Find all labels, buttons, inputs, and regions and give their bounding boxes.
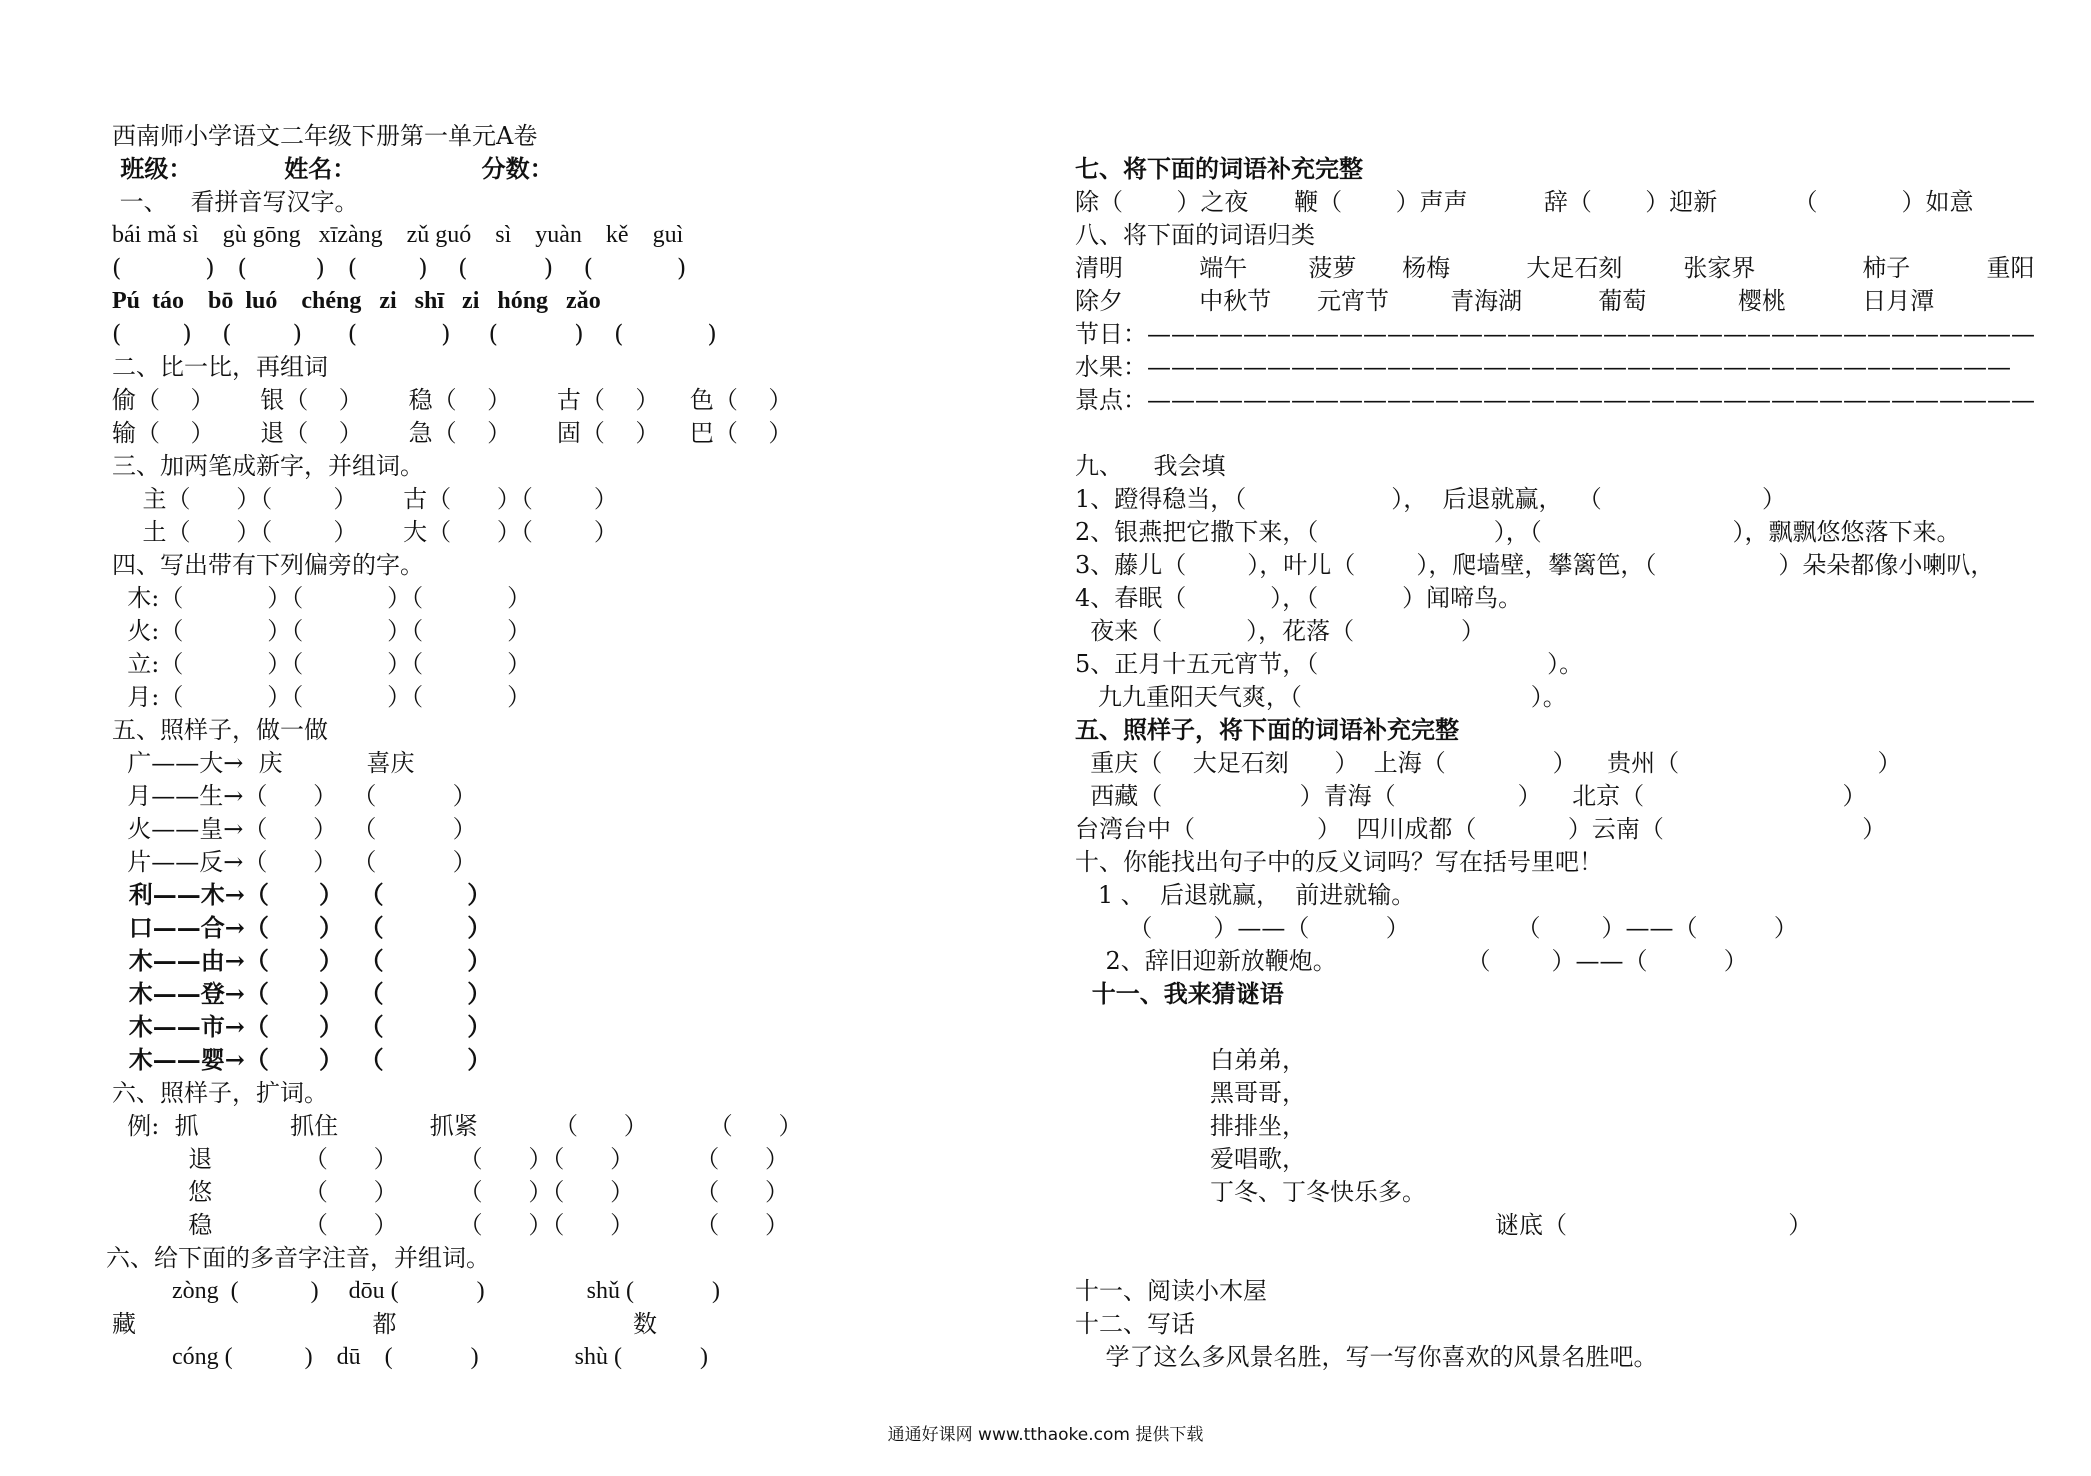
section-3-heading: 三、加两笔成新字，并组词。 [112, 452, 424, 480]
riddle-answer: 谜底（ ） [1495, 1211, 1813, 1239]
section-5-row: 月——生→（ ） （ ） [112, 782, 477, 810]
section-4-row-3: 立:（ ）（ ）（ ） [112, 650, 532, 678]
section-1-pinyin-row-2: Pú táo bō luó chéng zi shī zi hóng zǎo [112, 288, 601, 314]
riddle-line: 爱唱歌， [1210, 1145, 1306, 1173]
section-2-heading: 二、比一比，再组词 [112, 353, 328, 381]
section-5-example: 广——大→ 庆 喜庆 [112, 749, 415, 777]
section-6-example-row: 例: 抓 抓住 抓紧 （ ） （ ） [112, 1112, 803, 1140]
section-5-row: 木——婴→（ ） （ ） [112, 1045, 492, 1074]
section-8-festival-line: 节日：————————————————————————————————————— [1075, 320, 2035, 348]
section-6-row: 退 （ ） （ ）（ ） （ ） [112, 1145, 789, 1173]
riddle-line: 丁冬、丁冬快乐多。 [1210, 1178, 1426, 1206]
section-7-row: 除（ ）之夜 鞭（ ）声声 辞（ ）迎新 （ ）如意 [1075, 188, 1974, 216]
section-5-row: 木——登→（ ） （ ） [112, 979, 492, 1008]
section-4-row-1: 木:（ ）（ ）（ ） [112, 584, 532, 612]
section-5-row: 口——合→（ ） （ ） [112, 913, 492, 942]
section-7-heading: 七、将下面的词语补充完整 [1075, 154, 1363, 183]
section-9-row-7: 九九重阳天气爽，（ ）。 [1075, 683, 1567, 711]
section-polyphone-heading: 六、给下面的多音字注音，并组词。 [106, 1244, 490, 1272]
section-11-reading-heading: 十一、阅读小木屋 [1075, 1277, 1267, 1305]
polyphone-row-2: cóng ( ) dū ( ) shù ( ) [112, 1344, 708, 1370]
section-9-heading: 九、 我会填 [1075, 452, 1226, 480]
section-8-fruit-line: 水果：———————————————————————————————————— [1075, 353, 2011, 381]
section-5b-row-3: 台湾台中（ ） 四川成都（ ）云南（ ） [1075, 815, 1887, 843]
polyphone-row-1: zòng ( ) dōu ( ) shǔ ( ) [112, 1278, 720, 1304]
riddle-line: 黑哥哥， [1210, 1079, 1306, 1107]
section-1-pinyin-row-1: bái mǎ sì gù gōng xīzàng zǔ guó sì yuàn kě guì [112, 222, 684, 248]
section-5b-heading: 五、照样子，将下面的词语补充完整 [1075, 715, 1459, 744]
section-4-heading: 四、写出带有下列偏旁的字。 [112, 551, 424, 579]
section-3-row-2: 土（ ）（ ） 大（ ）（ ） [112, 518, 618, 546]
section-8-words-row-1: 清明 端午 菠萝 杨梅 大足石刻 张家界 柿子 重阳 [1075, 254, 2035, 282]
section-3-row-1: 主（ ）（ ） 古（ ）（ ） [112, 485, 618, 513]
section-10-sentence-2: 2、辞旧迎新放鞭炮。 （ ）——（ ） [1075, 947, 1748, 975]
section-4-row-2: 火:（ ）（ ）（ ） [112, 617, 532, 645]
exam-title: 西南师小学语文二年级下册第一单元A卷 [112, 122, 538, 150]
section-5b-row-1: 重庆（ 大足石刻 ） 上海（ ） 贵州（ ） [1075, 749, 1902, 777]
section-8-scenic-line: 景点：————————————————————————————————————— [1075, 386, 2035, 414]
section-9-row-3: 3、藤儿（ ），叶儿（ ），爬墙壁，攀篱笆，（ ）朵朵都像小喇叭， [1075, 551, 1995, 579]
section-10-sentence-1: 1 、 后退就赢， 前进就输。 [1075, 881, 1416, 909]
section-5-row: 利——木→（ ） （ ） [112, 880, 492, 909]
section-10-blanks-1: （ ）——（ ） （ ）——（ ） [1075, 914, 1798, 942]
section-1-blanks-row-2: ( ) ( ) ( ) ( ) ( ) [112, 320, 717, 348]
section-5-row: 木——市→（ ） （ ） [112, 1012, 492, 1041]
section-9-row-5: 夜来（ ），花落（ ） [1075, 617, 1485, 645]
section-1-heading: 一、 看拼音写汉字。 [112, 188, 359, 216]
section-6-heading: 六、照样子，扩词。 [112, 1079, 328, 1107]
section-5-row: 火——皇→（ ） （ ） [112, 815, 477, 843]
section-8-words-row-2: 除夕 中秋节 元宵节 青海湖 葡萄 樱桃 日月潭 [1075, 287, 1935, 315]
section-9-row-2: 2、银燕把它撒下来，（ ），（ ），飘飘悠悠落下来。 [1075, 518, 1961, 546]
section-8-heading: 八、将下面的词语归类 [1075, 221, 1315, 249]
section-9-row-1: 1、蹬得稳当，（ ）， 后退就赢， （ ） [1075, 485, 1786, 513]
polyphone-characters: 藏 都 数 [112, 1310, 657, 1338]
section-1-blanks-row-1: ( ) ( ) ( ) ( ) ( ) [112, 254, 687, 282]
section-5-row: 片——反→（ ） （ ） [112, 848, 477, 876]
footer-source: 通通好课网 www.tthaoke.com 提供下载 [887, 1425, 1204, 1445]
section-2-row-2: 输（ ） 退（ ） 急（ ） 固（ ） 巴（ ） [112, 419, 793, 447]
section-11-riddle-heading: 十一、我来猜谜语 [1075, 979, 1284, 1008]
section-5b-row-2: 西藏（ ）青海（ ） 北京（ ） [1075, 782, 1867, 810]
section-6-row: 悠 （ ） （ ）（ ） （ ） [112, 1178, 789, 1206]
section-4-row-4: 月:（ ）（ ）（ ） [112, 683, 532, 711]
section-9-row-4: 4、春眠（ ），（ ）闻啼鸟。 [1075, 584, 1523, 612]
section-9-row-6: 5、正月十五元宵节，（ ）。 [1075, 650, 1584, 678]
section-5-row: 木——由→（ ） （ ） [112, 946, 492, 975]
riddle-line: 排排坐， [1210, 1112, 1306, 1140]
section-12-heading: 十二、写话 [1075, 1310, 1195, 1338]
section-12-prompt: 学了这么多风景名胜，写一写你喜欢的风景名胜吧。 [1075, 1343, 1658, 1371]
section-6-row: 稳 （ ） （ ）（ ） （ ） [112, 1211, 789, 1239]
section-5-heading: 五、照样子，做一做 [112, 716, 328, 744]
section-2-row-1: 偷（ ） 银（ ） 稳（ ） 古（ ） 色（ ） [112, 386, 793, 414]
student-info-fields: 班级： 姓名： 分数： [112, 154, 554, 183]
section-10-heading: 十、你能找出句子中的反义词吗？写在括号里吧！ [1075, 848, 1603, 876]
riddle-line: 白弟弟， [1210, 1046, 1306, 1074]
